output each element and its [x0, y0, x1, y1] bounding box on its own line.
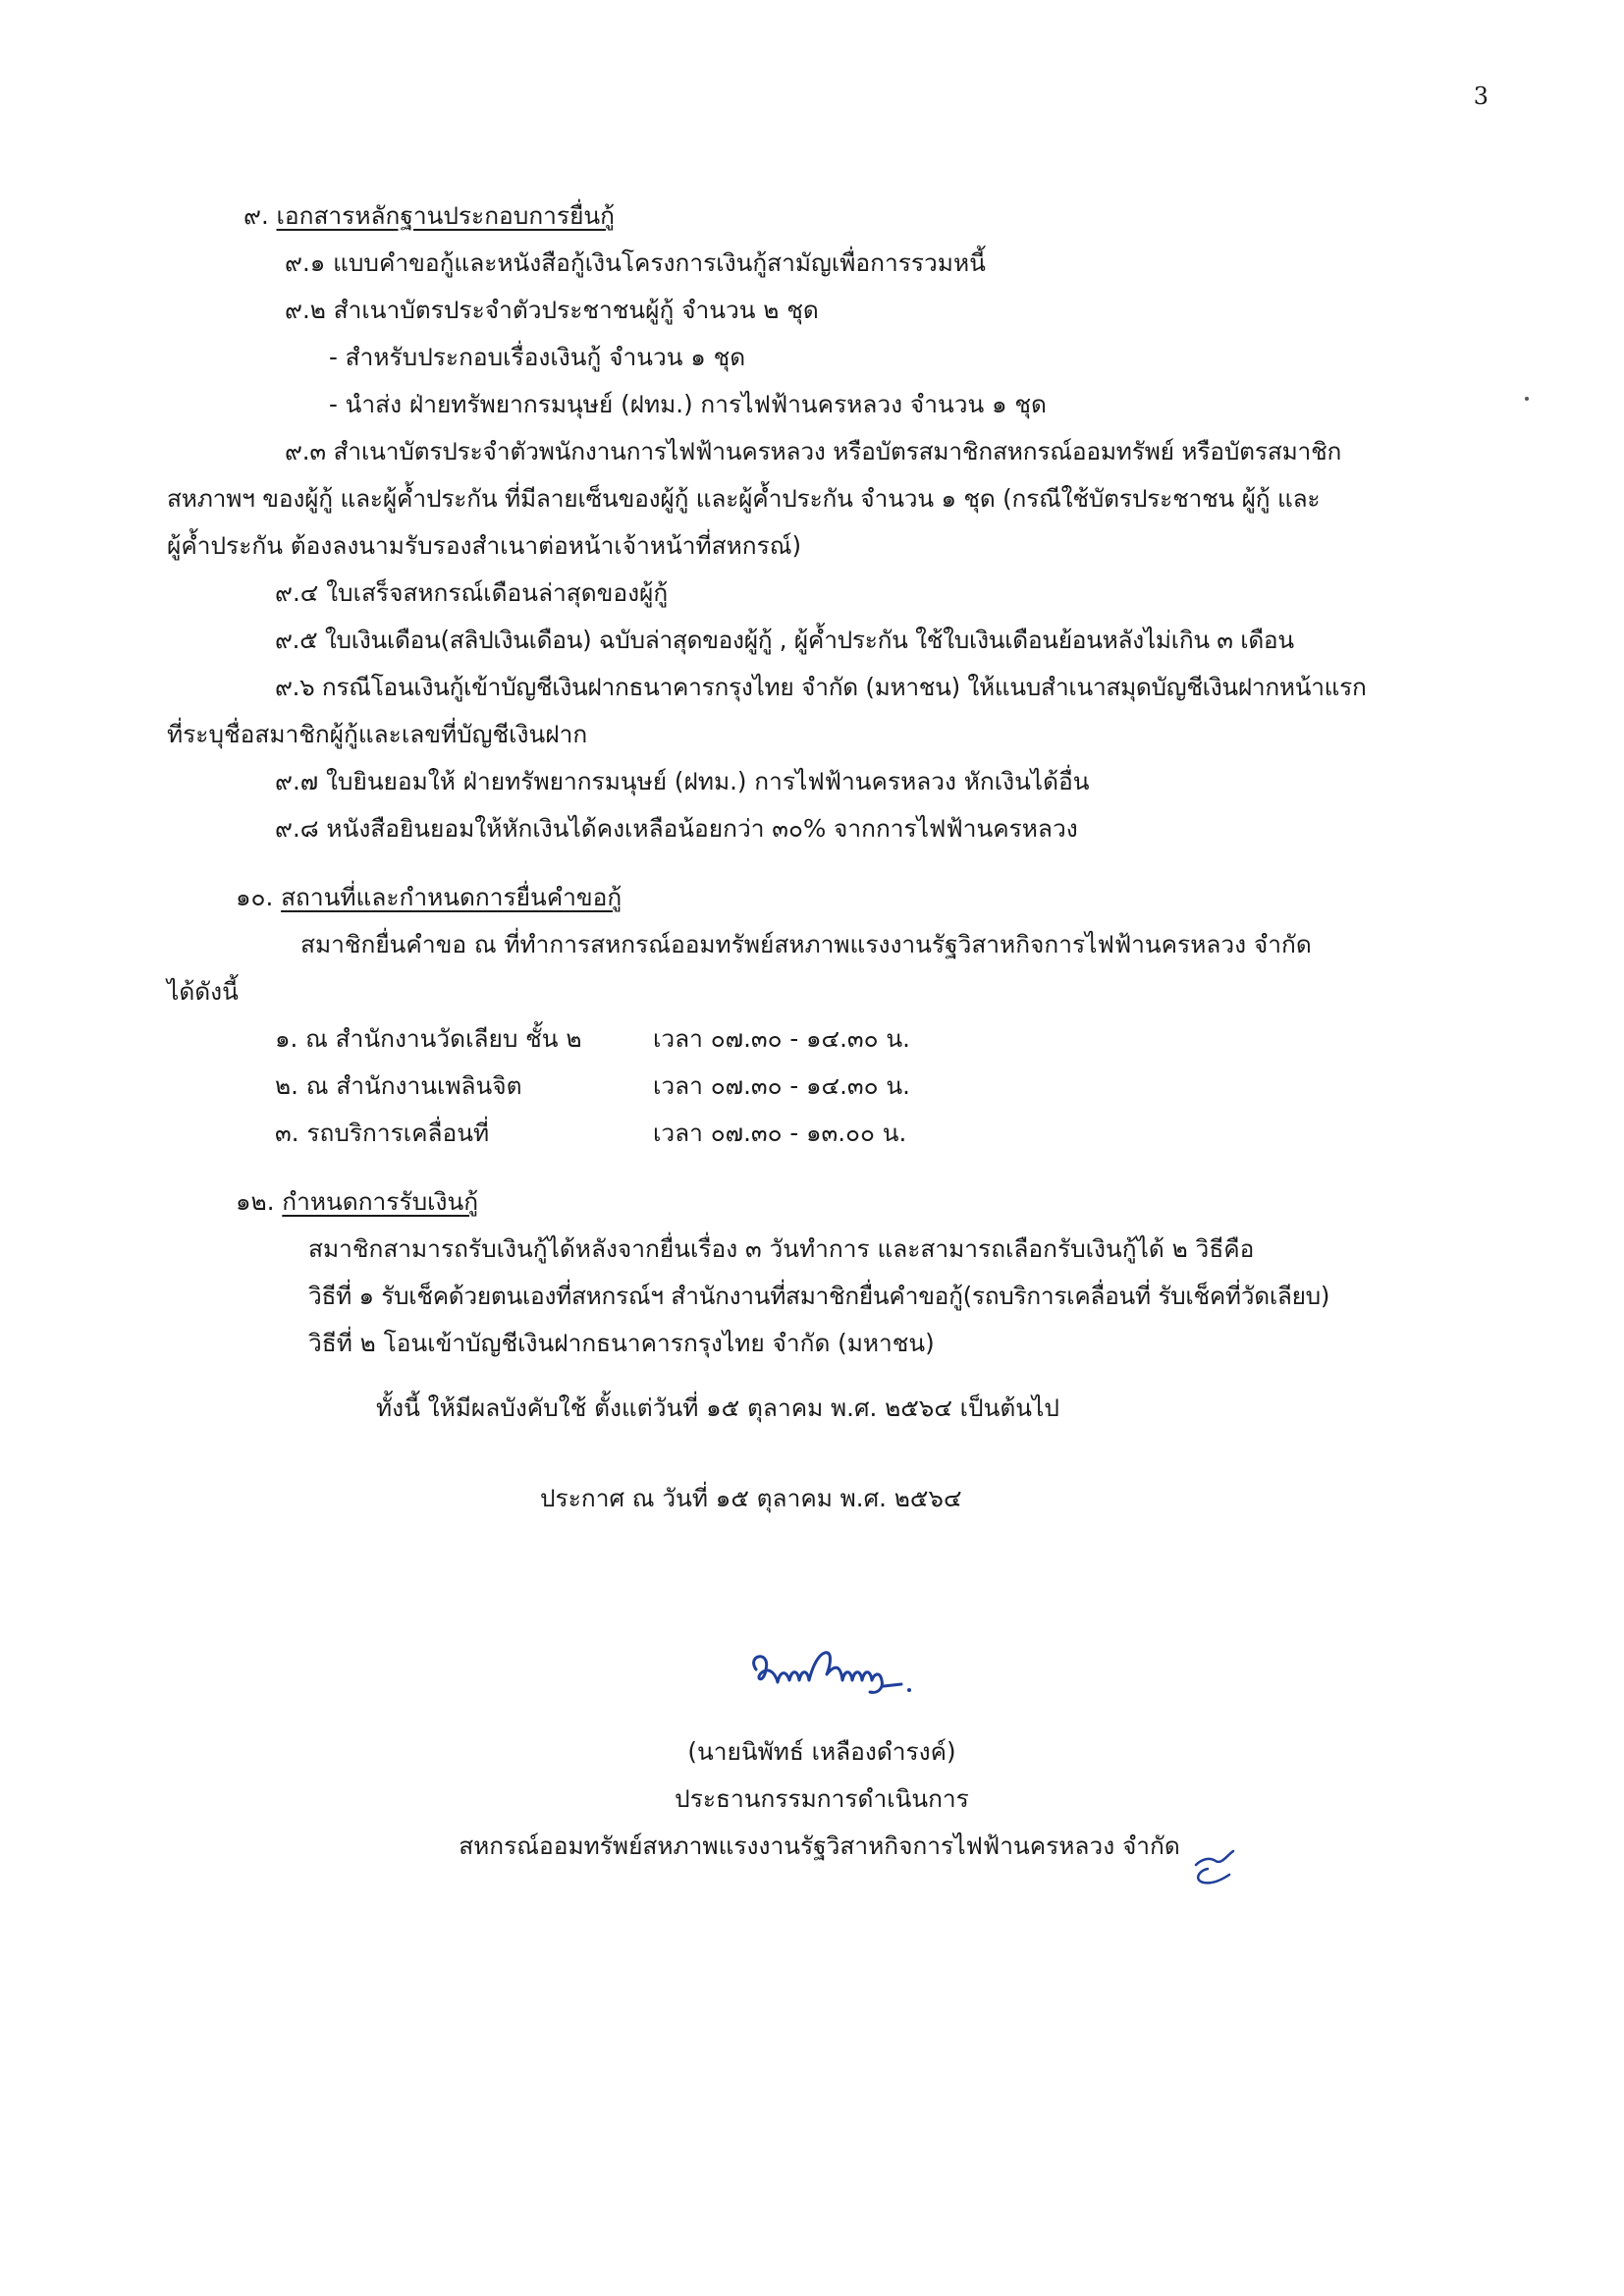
schedule-row	[167, 1063, 1492, 1110]
schedule-time: เวลา ๐๗.๓๐ - ๑๔.๓๐ น.	[653, 1024, 910, 1053]
paragraph: วิธีที่ ๒ โอนเข้าบัญชีเงินฝากธนาคารกรุงไทย จำกัด (มหาชน)	[308, 1329, 935, 1357]
document-body	[167, 192, 1492, 1522]
list-item: ๙.๖ กรณีโอนเงินกู้เข้าบัญชีเงินฝากธนาคารกรุงไทย จำกัด (มหาชน) ให้แนบสำเนาสมุดบัญชีเงินฝากหน้าแรก	[275, 673, 1367, 701]
schedule-place: ๓. รถบริการเคลื่อนที่	[275, 1119, 490, 1147]
list-item: ๙.๕ ใบเงินเดือน(สลิปเงินเดือน) ฉบับล่าสุดของผู้กู้ , ผู้ค้ำประกัน ใช้ใบเงินเดือนย้อนหลังไม่เกิน ๓ เดือน	[275, 626, 1294, 654]
list-item-continuation: สหภาพฯ ของผู้กู้ และผู้ค้ำประกัน ที่มีลายเซ็นของผู้กู้ และผู้ค้ำประกัน จำนวน ๑ ชุด (กรณีใช้บัตรประชาชน ผู้กู้ และ	[167, 484, 1321, 513]
section-12-heading	[167, 1178, 1492, 1226]
list-item: ๙.๒ สำเนาบัตรประจำตัวประชาชนผู้กู้ จำนวน ๒ ชุด	[285, 296, 819, 324]
section-9-heading	[167, 192, 1492, 240]
schedule-place: ๑. ณ สำนักงานวัดเลียบ ชั้น ๒	[275, 1024, 582, 1053]
section-title: สถานที่และกำหนดการยื่นคำขอกู้	[281, 883, 623, 911]
list-item-continuation: ผู้ค้ำประกัน ต้องลงนามรับรองสำเนาต่อหน้าเจ้าหน้าที่สหกรณ์)	[167, 531, 802, 560]
schedule-row	[167, 1110, 1492, 1157]
sub-list-item: - สำหรับประกอบเรื่องเงินกู้ จำนวน ๑ ชุด	[329, 343, 746, 371]
signature-image	[736, 1635, 933, 1714]
signatory-organization: สหกรณ์ออมทรัพย์สหภาพแรงงานรัฐวิสาหกิจการไฟฟ้านครหลวง จำกัด	[459, 1831, 1180, 1860]
schedule-row	[167, 1015, 1492, 1063]
paragraph: สมาชิกสามารถรับเงินกู้ได้หลังจากยื่นเรื่อง ๓ วันทำการ และสามารถเลือกรับเงินกู้ได้ ๒ วิธีคือ	[308, 1234, 1255, 1263]
schedule-time: เวลา ๐๗.๓๐ - ๑๔.๓๐ น.	[653, 1071, 910, 1100]
announcement-date: ประกาศ ณ วันที่ ๑๕ ตุลาคม พ.ศ. ๒๕๖๔	[540, 1484, 962, 1512]
section-number: ๑๐.	[236, 883, 274, 911]
schedule-place: ๒. ณ สำนักงานเพลินจิต	[275, 1071, 522, 1100]
list-item: ๙.๔ ใบเสร็จสหกรณ์เดือนล่าสุดของผู้กู้	[275, 578, 669, 607]
section-title: เอกสารหลักฐานประกอบการยื่นกู้	[276, 201, 616, 230]
signatory-name: (นายนิพัทธ์ เหลืองดำรงค์)	[687, 1737, 956, 1766]
section-number: ๑๒.	[236, 1187, 275, 1216]
paragraph: วิธีที่ ๑ รับเช็คด้วยตนเองที่สหกรณ์ฯ สำนักงานที่สมาชิกยื่นคำขอกู้(รถบริการเคลื่อนที่ รับเช็คที่วัดเลียบ)	[308, 1282, 1330, 1310]
signatory-block	[0, 1728, 1624, 1870]
initial-mark-image	[1188, 1831, 1257, 1890]
paragraph-continuation: ได้ดังนี้	[167, 977, 239, 1006]
effective-date: ทั้งนี้ ให้มีผลบังคับใช้ ตั้งแต่วันที่ ๑๕ ตุลาคม พ.ศ. ๒๕๖๔ เป็นต้นไป	[376, 1394, 1059, 1422]
list-item-continuation: ที่ระบุชื่อสมาชิกผู้กู้และเลขที่บัญชีเงินฝาก	[167, 720, 588, 748]
list-item: ๙.๗ ใบยินยอมให้ ฝ่ายทรัพยากรมนุษย์ (ฝทม.) การไฟฟ้านครหลวง หักเงินได้อื่น	[275, 767, 1090, 795]
scan-dot	[1525, 397, 1529, 401]
list-item: ๙.๘ หนังสือยินยอมให้หักเงินได้คงเหลือน้อยกว่า ๓๐% จากการไฟฟ้านครหลวง	[275, 814, 1078, 843]
list-item: ๙.๑ แบบคำขอกู้และหนังสือกู้เงินโครงการเงินกู้สามัญเพื่อการรวมหนี้	[285, 248, 986, 277]
section-10-heading	[167, 874, 1492, 921]
list-item: ๙.๓ สำเนาบัตรประจำตัวพนักงานการไฟฟ้านครหลวง หรือบัตรสมาชิกสหกรณ์ออมทรัพย์ หรือบัตรสมาชิก	[285, 437, 1342, 465]
signatory-position: ประธานกรรมการดำเนินการ	[675, 1784, 969, 1813]
page-number: 3	[1473, 82, 1489, 110]
paragraph: สมาชิกยื่นคำขอ ณ ที่ทำการสหกรณ์ออมทรัพย์สหภาพแรงงานรัฐวิสาหกิจการไฟฟ้านครหลวง จำกัด	[300, 930, 1312, 958]
section-number: ๙.	[244, 201, 269, 230]
sub-list-item: - นำส่ง ฝ่ายทรัพยากรมนุษย์ (ฝทม.) การไฟฟ้านครหลวง จำนวน ๑ ชุด	[329, 390, 1047, 418]
schedule-time: เวลา ๐๗.๓๐ - ๑๓.๐๐ น.	[653, 1119, 907, 1147]
section-title: กำหนดการรับเงินกู้	[282, 1187, 479, 1216]
